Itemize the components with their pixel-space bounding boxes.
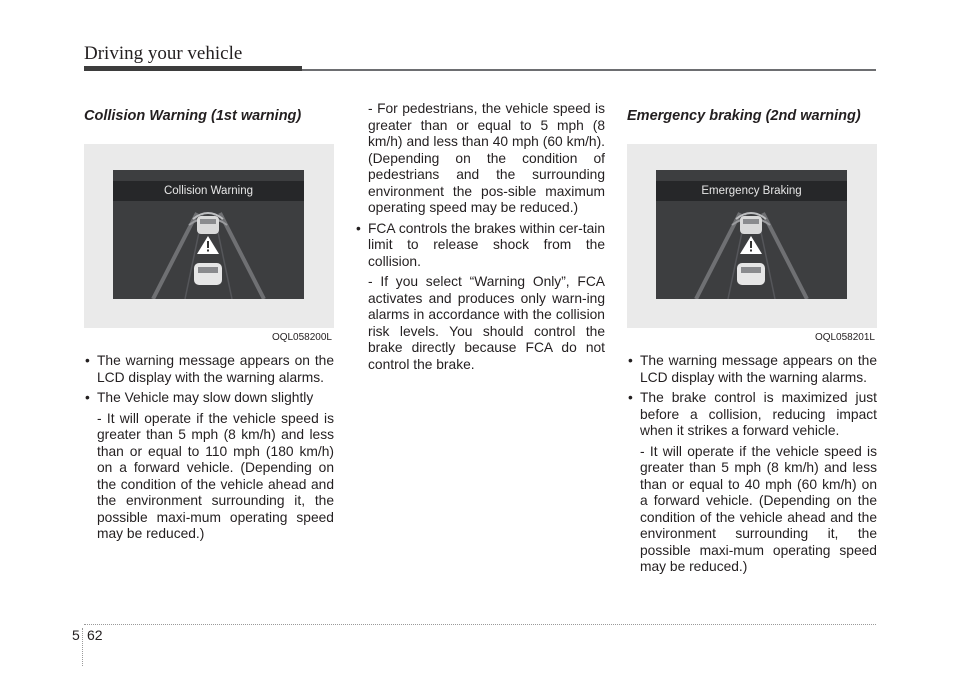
collision-scene-icon — [113, 203, 304, 299]
emergency-braking-heading: Emergency braking (2nd warning) — [627, 108, 861, 124]
lcd-title: Collision Warning — [113, 181, 304, 201]
lcd-display — [656, 170, 847, 299]
footer-separator — [82, 628, 83, 666]
footer-rule — [84, 624, 876, 625]
left-column — [84, 108, 334, 547]
pedestrian-condition-text: - For pedestrians, the vehicle speed is greater than or equal to 5 mph (8 km/h) and less than 40 mph (60 km/h). (Depending on the condition of pedestrians and the surrounding environment the pos-sible maximum operating speed may be reduced.) — [368, 101, 605, 215]
middle-column — [355, 101, 605, 377]
lcd-title: Emergency Braking — [656, 181, 847, 201]
lcd-display — [113, 170, 304, 299]
speed-condition-text: - It will operate if the vehicle speed is greater than 5 mph (8 km/h) and less than or equal to 110 mph (180 km/h) on a forward vehicle. (Depending on the condition of the vehicle ahead and the environment surrounding it, the possible maxi-mum operating speed may be reduced.) — [97, 410, 334, 541]
figure-code: OQL058200L — [271, 332, 332, 343]
header-rule — [302, 69, 876, 71]
figure-code: OQL058201L — [814, 332, 875, 343]
section-number: 5 — [72, 627, 80, 643]
list-item: • The warning message appears on the LCD display with the warning alarms. — [84, 353, 334, 386]
header-rule-dark — [84, 66, 302, 71]
list-item: • FCA controls the brakes within cer-tain limit to release shock from the collision. — [355, 221, 605, 271]
page-number: 62 — [87, 627, 103, 643]
braking-scene-icon — [656, 203, 847, 299]
emergency-braking-figure — [627, 144, 877, 343]
collision-warning-figure — [84, 144, 334, 343]
list-item: • The warning message appears on the LCD display with the warning alarms. — [627, 353, 877, 386]
list-item: • The Vehicle may slow down slightly — [84, 390, 334, 407]
speed-condition-text: - It will operate if the vehicle speed is greater than 5 mph (8 km/h) and less than or equal to 40 mph (60 km/h) on a forward vehicle. (Depending on the condition of the vehicle ahead and the environment surrounding it, the possible maxi-mum operating speed may be reduced.) — [640, 443, 877, 574]
list-item: • The brake control is maximized just before a collision, reducing impact when it strikes a forward vehicle. — [627, 390, 877, 440]
warning-only-text: - If you select “Warning Only”, FCA activates and produces only warn-ing alarms in accordance with the collision risk levels. You should control the brake directly because FCA do not control the brake. — [368, 274, 605, 372]
page-header-title: Driving your vehicle — [84, 43, 243, 64]
collision-warning-heading: Collision Warning (1st warning) — [84, 108, 302, 124]
right-column — [627, 108, 877, 580]
